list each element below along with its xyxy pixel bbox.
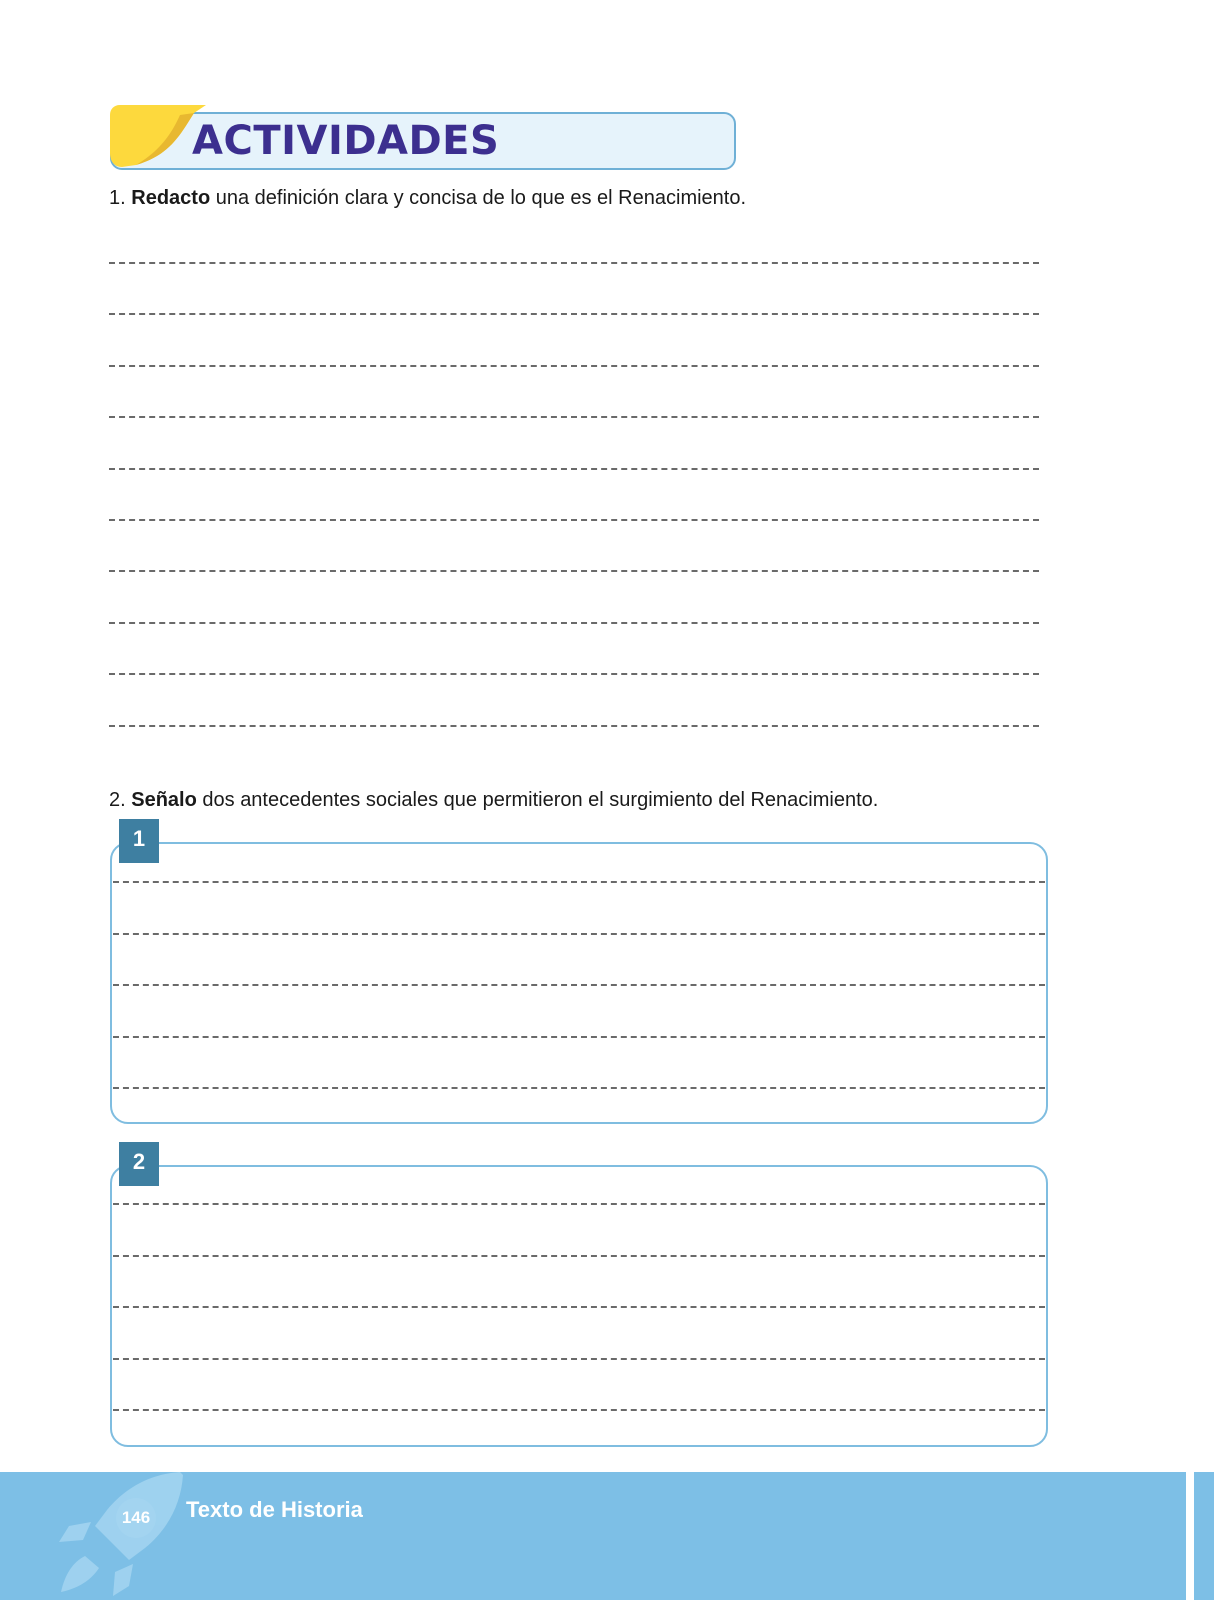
writing-line[interactable] xyxy=(113,1306,1045,1308)
writing-line[interactable] xyxy=(109,725,1039,727)
writing-line[interactable] xyxy=(109,673,1039,675)
question-verb: Señalo xyxy=(131,789,197,811)
answer-box-label: 2 xyxy=(119,1142,159,1186)
writing-line[interactable] xyxy=(113,1036,1045,1038)
writing-line[interactable] xyxy=(109,313,1039,315)
writing-line[interactable] xyxy=(109,365,1039,367)
writing-line[interactable] xyxy=(109,570,1039,572)
footer-edge-strip xyxy=(1194,1472,1214,1600)
answer-box-1[interactable] xyxy=(110,842,1048,1124)
rocket-icon xyxy=(55,1470,185,1600)
writing-line[interactable] xyxy=(113,1409,1045,1411)
writing-line[interactable] xyxy=(113,1255,1045,1257)
writing-line[interactable] xyxy=(113,1203,1045,1205)
question-text: una definición clara y concisa de lo que es el Renacimiento. xyxy=(210,187,747,209)
writing-line[interactable] xyxy=(113,933,1045,935)
writing-line[interactable] xyxy=(109,519,1039,521)
question-verb: Redacto xyxy=(131,187,211,209)
question-2 xyxy=(109,787,878,813)
question-number: 2. xyxy=(109,789,126,811)
answer-box-label: 1 xyxy=(119,819,159,863)
question-1 xyxy=(109,185,746,211)
book-title: Texto de Historia xyxy=(186,1497,363,1522)
section-title: ACTIVIDADES xyxy=(192,118,500,164)
writing-line[interactable] xyxy=(109,262,1039,264)
writing-line[interactable] xyxy=(109,622,1039,624)
writing-line[interactable] xyxy=(109,416,1039,418)
writing-line[interactable] xyxy=(113,1087,1045,1089)
footer-divider xyxy=(1186,1472,1194,1600)
question-number: 1. xyxy=(109,187,126,209)
writing-line[interactable] xyxy=(109,468,1039,470)
writing-line[interactable] xyxy=(113,1358,1045,1360)
writing-line[interactable] xyxy=(113,984,1045,986)
writing-line[interactable] xyxy=(113,881,1045,883)
page-number: 146 xyxy=(116,1498,156,1538)
question-text: dos antecedentes sociales que permitieron el surgimiento del Renacimiento. xyxy=(196,789,879,811)
